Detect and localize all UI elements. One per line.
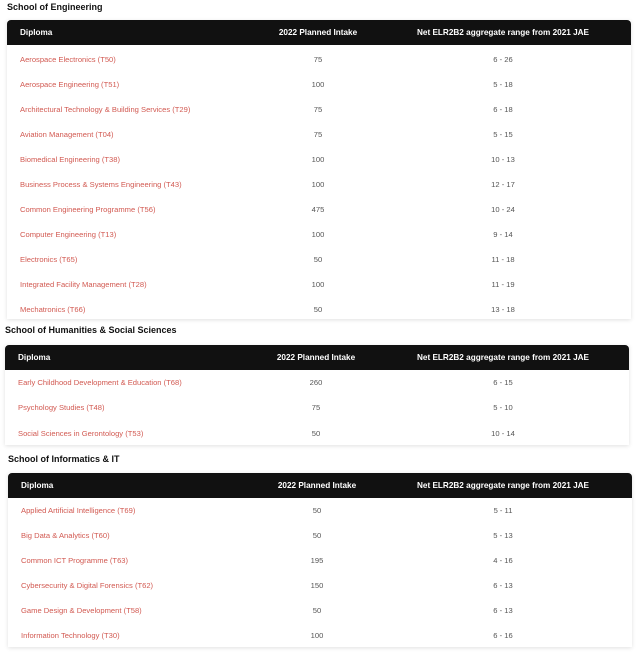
section-title-humanities: School of Humanities & Social Sciences — [5, 325, 177, 335]
planned-intake: 50 — [313, 255, 323, 264]
table-humanities — [5, 345, 629, 445]
aggregate-range: 10 - 13 — [491, 155, 515, 164]
aggregate-range: 6 - 26 — [493, 55, 513, 64]
column-header-diploma: Diploma — [18, 353, 51, 362]
planned-intake: 100 — [311, 180, 325, 189]
planned-intake: 150 — [310, 581, 324, 590]
section-title-informatics: School of Informatics & IT — [8, 454, 120, 464]
planned-intake: 75 — [313, 55, 323, 64]
planned-intake: 195 — [310, 556, 324, 565]
diploma-name[interactable]: Aerospace Engineering (T51) — [20, 80, 120, 89]
diploma-name[interactable]: Psychology Studies (T48) — [18, 403, 105, 412]
column-header-range: Net ELR2B2 aggregate range from 2021 JAE — [417, 481, 589, 490]
aggregate-range: 6 - 16 — [493, 631, 513, 640]
table-header — [7, 20, 631, 45]
diploma-name[interactable]: Mechatronics (T66) — [20, 305, 86, 314]
diploma-name[interactable]: Early Childhood Development & Education (T68) — [18, 378, 182, 387]
diploma-name[interactable]: Game Design & Development (T58) — [21, 606, 142, 615]
diploma-name[interactable]: Business Process & Systems Engineering (T43) — [20, 180, 182, 189]
planned-intake: 475 — [311, 205, 325, 214]
diploma-name[interactable]: Electronics (T65) — [20, 255, 78, 264]
planned-intake: 50 — [311, 429, 321, 438]
aggregate-range: 10 - 24 — [491, 205, 515, 214]
aggregate-range: 9 - 14 — [493, 230, 513, 239]
planned-intake: 50 — [312, 606, 322, 615]
planned-intake: 100 — [311, 280, 325, 289]
aggregate-range: 4 - 16 — [493, 556, 513, 565]
column-header-diploma: Diploma — [21, 481, 54, 490]
planned-intake: 75 — [311, 403, 321, 412]
planned-intake: 100 — [311, 155, 325, 164]
diploma-name[interactable]: Common ICT Programme (T63) — [21, 556, 129, 565]
column-header-diploma: Diploma — [20, 28, 53, 37]
diploma-name[interactable]: Common Engineering Programme (T56) — [20, 205, 156, 214]
section-title-engineering: School of Engineering — [7, 2, 103, 12]
diploma-name[interactable]: Computer Engineering (T13) — [20, 230, 117, 239]
diploma-name[interactable]: Social Sciences in Gerontology (T53) — [18, 429, 144, 438]
table-header — [8, 473, 632, 498]
aggregate-range: 6 - 18 — [493, 105, 513, 114]
planned-intake: 75 — [313, 130, 323, 139]
table-header — [5, 345, 629, 370]
planned-intake: 50 — [313, 305, 323, 314]
aggregate-range: 5 - 18 — [493, 80, 513, 89]
column-header-intake: 2022 Planned Intake — [276, 353, 356, 362]
diploma-name[interactable]: Integrated Facility Management (T28) — [20, 280, 147, 289]
planned-intake: 100 — [311, 80, 325, 89]
diploma-name[interactable]: Biomedical Engineering (T38) — [20, 155, 121, 164]
aggregate-range: 12 - 17 — [491, 180, 515, 189]
column-header-intake: 2022 Planned Intake — [277, 481, 357, 490]
table-informatics — [8, 473, 632, 647]
planned-intake: 100 — [310, 631, 324, 640]
aggregate-range: 11 - 18 — [491, 255, 515, 264]
aggregate-range: 13 - 18 — [491, 305, 515, 314]
diploma-name[interactable]: Information Technology (T30) — [21, 631, 120, 640]
planned-intake: 260 — [309, 378, 323, 387]
planned-intake: 50 — [312, 531, 322, 540]
diploma-name[interactable]: Cybersecurity & Digital Forensics (T62) — [21, 581, 154, 590]
diploma-name[interactable]: Big Data & Analytics (T60) — [21, 531, 110, 540]
aggregate-range: 6 - 13 — [493, 581, 513, 590]
table-engineering — [7, 20, 631, 319]
aggregate-range: 6 - 15 — [493, 378, 513, 387]
aggregate-range: 11 - 19 — [491, 280, 515, 289]
planned-intake: 50 — [312, 506, 322, 515]
diploma-name[interactable]: Aviation Management (T04) — [20, 130, 114, 139]
diploma-name[interactable]: Architectural Technology & Building Services (T29) — [20, 105, 191, 114]
column-header-intake: 2022 Planned Intake — [278, 28, 358, 37]
diploma-name[interactable]: Applied Artificial Intelligence (T69) — [21, 506, 136, 515]
aggregate-range: 5 - 13 — [493, 531, 513, 540]
aggregate-range: 6 - 13 — [493, 606, 513, 615]
column-header-range: Net ELR2B2 aggregate range from 2021 JAE — [417, 28, 589, 37]
planned-intake: 100 — [311, 230, 325, 239]
diploma-name[interactable]: Aerospace Electronics (T50) — [20, 55, 116, 64]
column-header-range: Net ELR2B2 aggregate range from 2021 JAE — [417, 353, 589, 362]
aggregate-range: 10 - 14 — [491, 429, 515, 438]
aggregate-range: 5 - 15 — [493, 130, 513, 139]
planned-intake: 75 — [313, 105, 323, 114]
aggregate-range: 5 - 10 — [493, 403, 513, 412]
aggregate-range: 5 - 11 — [493, 506, 513, 515]
